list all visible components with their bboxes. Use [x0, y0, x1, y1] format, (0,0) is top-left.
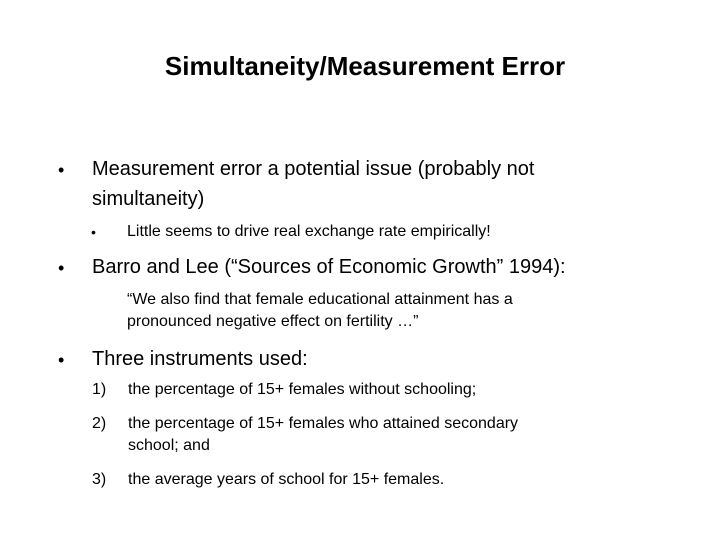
list-item-2-number: 2) [92, 415, 107, 432]
list-item-2-text-line-1: the percentage of 15+ females who attained secondary [128, 415, 519, 432]
bullet-2-marker: • [58, 258, 65, 278]
quote-line-2: pronounced negative effect on fertility …” [127, 313, 419, 330]
sub-bullet-1-text: Little seems to drive real exchange rate empirically! [127, 223, 491, 240]
list-item-3-number: 3) [92, 471, 107, 488]
bullet-1-line-1: Measurement error a potential issue (probably not [92, 158, 535, 180]
bullet-1-marker: • [58, 160, 65, 180]
list-item-2-text-line-2: school; and [128, 437, 210, 454]
sub-bullet-1-marker: • [91, 224, 96, 240]
list-item-1-text: the percentage of 15+ females without schooling; [128, 381, 477, 398]
list-item-3-text: the average years of school for 15+ females. [128, 471, 445, 488]
list-item-1-number: 1) [92, 381, 107, 398]
slide-title: Simultaneity/Measurement Error [164, 51, 566, 81]
bullet-3-marker: • [58, 350, 65, 370]
quote-line-1: “We also find that female educational attainment has a [127, 291, 513, 308]
bullet-1-line-2: simultaneity) [92, 188, 205, 210]
bullet-3-line-1: Three instruments used: [92, 348, 308, 370]
bullet-2-line-1: Barro and Lee (“Sources of Economic Growth” 1994): [92, 256, 566, 278]
